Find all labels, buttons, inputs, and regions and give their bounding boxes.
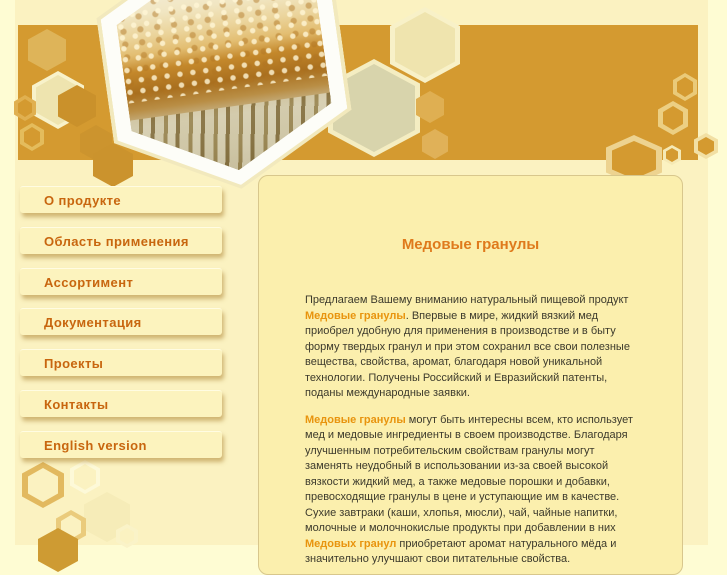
hexagon-decoration bbox=[422, 129, 448, 159]
sidebar-item-application-area[interactable] bbox=[20, 227, 222, 254]
text-segment: могут быть интересны всем, кто использует мед и медовые ингредиенты в своем производстве. Благодаря улучшенным потребительским свойствам гранулы могут заменять неудобный в использовании из-за своей высокой вязкости жидкий мед, а также медовые порошки и добавки, превосходящие гранулы в цене и уступающие им в качестве. Сухие завтраки (каши, хлопья, мюсли), чай, чайные напитки, молочные и молочнокислые продукты при добавлении в них bbox=[305, 413, 633, 534]
text-segment: Предлагаем Вашему вниманию натуральный пищевой продукт bbox=[305, 294, 629, 306]
hexagon-inner bbox=[612, 141, 656, 179]
page-title: Медовые гранулы bbox=[401, 236, 540, 253]
sidebar-item-label: Контакты bbox=[44, 396, 109, 412]
sidebar-item-label: Документация bbox=[44, 314, 142, 330]
hexagon-inner bbox=[24, 127, 40, 147]
hexagon-decoration bbox=[416, 91, 444, 123]
sidebar-item-assortment[interactable] bbox=[20, 268, 222, 295]
hexagon-inner bbox=[698, 137, 714, 155]
sidebar-item-label: English version bbox=[44, 437, 147, 453]
hexagon-decoration bbox=[390, 7, 460, 83]
sidebar-item-label: О продукте bbox=[44, 192, 122, 208]
paragraph-intro bbox=[305, 293, 643, 402]
text-segment: приобретают аромат натурального мёда и значительно улучшают свои питательные свойства. bbox=[305, 537, 617, 565]
hexagon-decoration bbox=[28, 29, 66, 71]
sidebar-item-projects[interactable] bbox=[20, 349, 222, 376]
hexagon-inner bbox=[18, 99, 32, 117]
hexagon-inner bbox=[663, 106, 683, 130]
sidebar-item-english-version[interactable] bbox=[20, 431, 222, 458]
sidebar-item-label: Ассортимент bbox=[44, 274, 134, 290]
hexagon-decoration bbox=[70, 460, 100, 494]
hexagon-decoration bbox=[673, 73, 697, 101]
text-segment-accent: Медовые гранулы bbox=[305, 309, 406, 322]
hexagon-inner bbox=[120, 528, 134, 544]
text-segment-accent: Медовых гранул bbox=[305, 537, 397, 550]
hexagon-decoration bbox=[20, 123, 44, 151]
hexagon-inner bbox=[677, 77, 693, 97]
sidebar-item-contacts[interactable] bbox=[20, 390, 222, 417]
hexagon-inner bbox=[666, 148, 678, 162]
text-segment: . Впервые в мире, жидкий вязкий мед приобрел удобную для применения в производстве и в быту форму твердых гранул и при этом сохранил все свои полезные вещества, свойства, аромат, благодаря новой уникальной технологии. Получены Российский и Евразийский патенты, поданы международные заявки. bbox=[305, 309, 630, 399]
hexagon-inner bbox=[74, 464, 96, 490]
hexagon-decoration bbox=[694, 133, 718, 159]
sidebar-item-label: Проекты bbox=[44, 355, 104, 371]
sidebar-item-about-product[interactable] bbox=[20, 186, 222, 213]
hexagon-inner bbox=[395, 12, 455, 78]
sidebar-item-label: Область применения bbox=[44, 233, 189, 249]
hexagon-decoration bbox=[22, 462, 64, 508]
hexagon-decoration bbox=[663, 145, 681, 165]
text-segment-accent: Медовые гранулы bbox=[305, 413, 406, 426]
granules-texture bbox=[113, 0, 327, 103]
paragraph-benefits bbox=[305, 413, 643, 568]
hexagon-decoration bbox=[658, 101, 688, 135]
hexagon-inner bbox=[28, 468, 58, 502]
content-panel bbox=[258, 175, 683, 575]
sidebar-item-documentation[interactable] bbox=[20, 308, 222, 335]
